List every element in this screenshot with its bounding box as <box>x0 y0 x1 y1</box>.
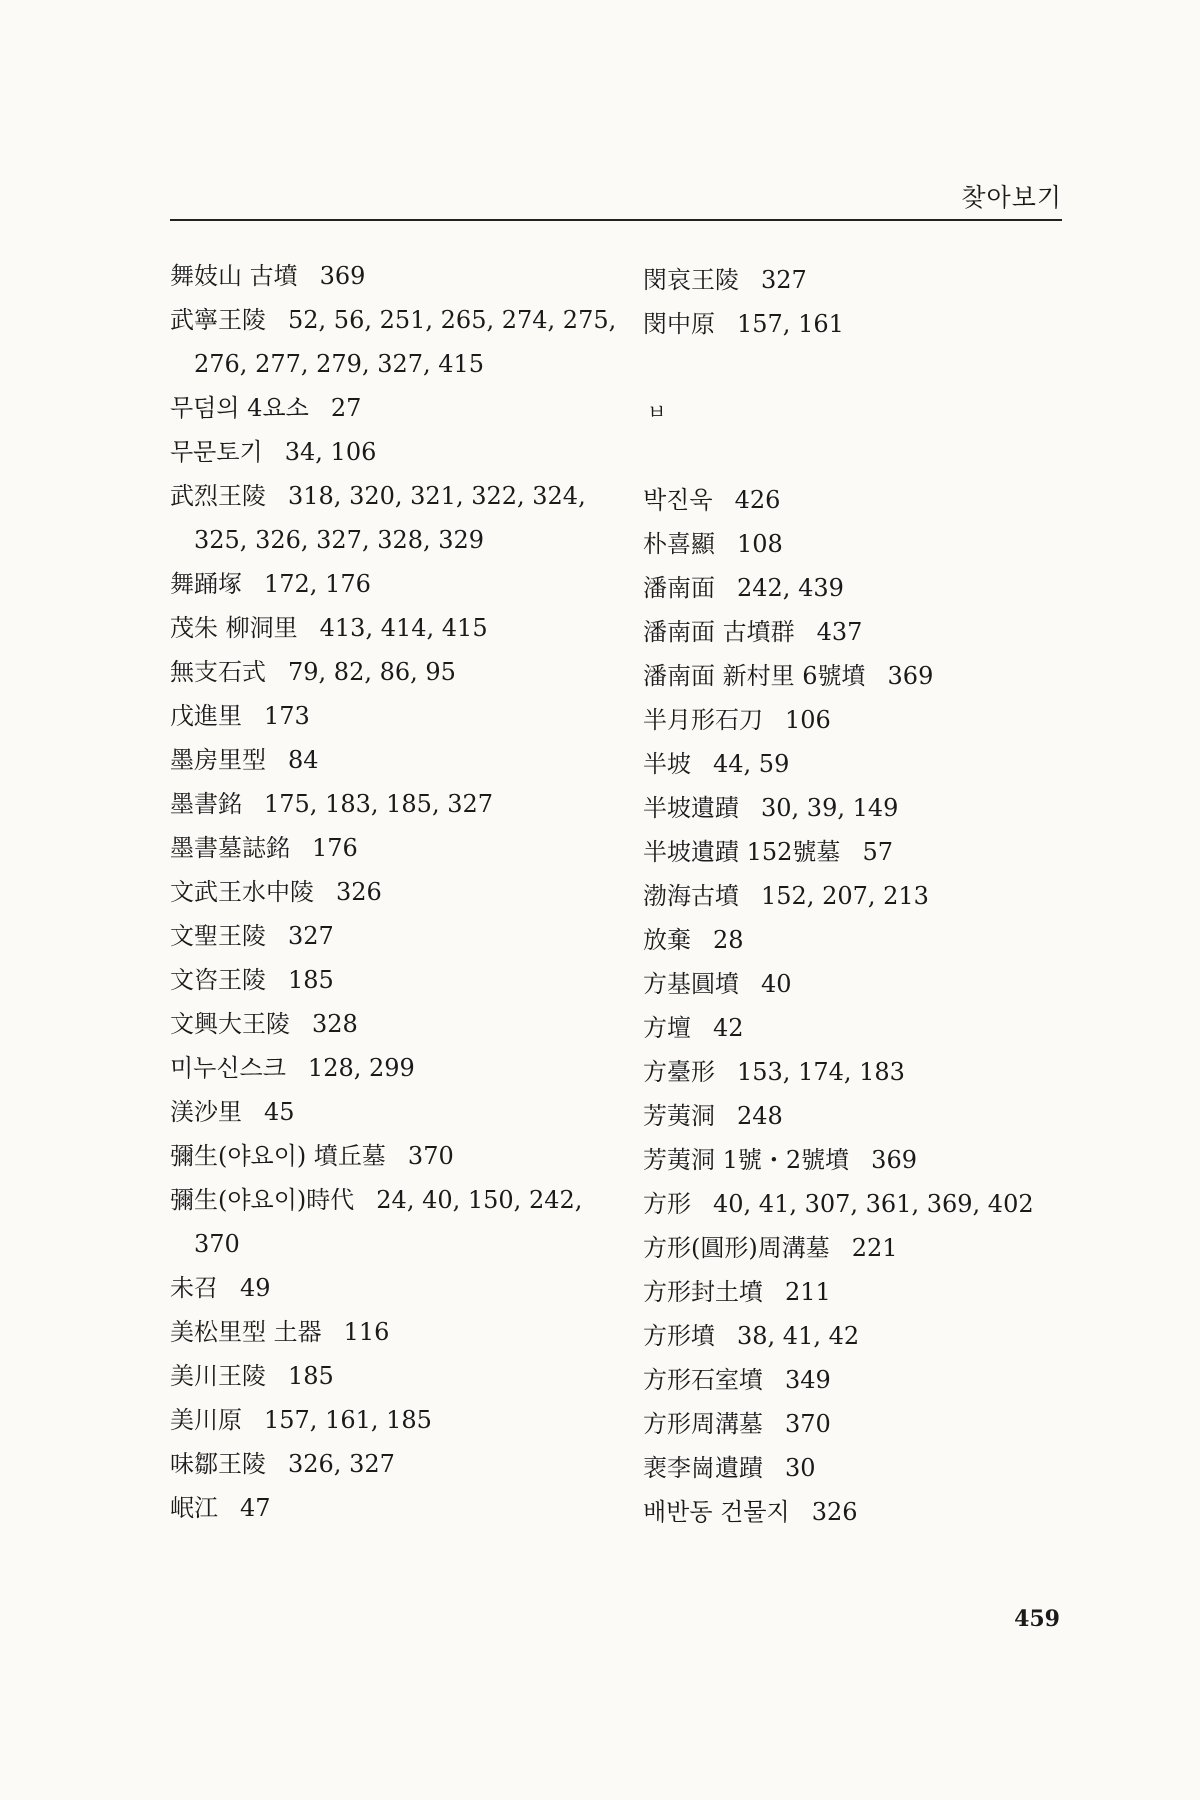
index-term: 미누신스크 <box>170 1054 286 1082</box>
index-entry <box>643 522 1113 566</box>
index-pages: 84 <box>288 746 319 774</box>
index-entry <box>643 786 1113 830</box>
index-term: 放棄 <box>643 926 691 954</box>
index-group-bieup <box>643 478 1113 1534</box>
running-header-title: 찾아보기 <box>961 183 1062 212</box>
index-term: 芳荑洞 <box>643 1102 715 1130</box>
index-pages: 106 <box>785 706 831 734</box>
index-pages: 79, 82, 86, 95 <box>288 658 456 686</box>
index-term: 무문토기 <box>170 438 263 466</box>
index-column-right <box>643 254 1113 1534</box>
index-entry <box>170 958 640 1002</box>
index-term: 舞妓山 古墳 <box>170 262 298 290</box>
index-pages: 49 <box>240 1274 271 1302</box>
index-term: 茂朱 柳洞里 <box>170 614 298 642</box>
index-pages: 24, 40, 150, 242, <box>376 1186 583 1214</box>
index-term: 方形石室墳 <box>643 1366 763 1394</box>
index-term: 方形(圓形)周溝墓 <box>643 1234 830 1262</box>
index-entry <box>643 742 1113 786</box>
index-pages: 172, 176 <box>264 570 371 598</box>
index-term: 美川原 <box>170 1406 242 1434</box>
index-entry <box>170 1046 640 1090</box>
index-group-top <box>643 258 1113 346</box>
section-letter-bieup: ㅂ <box>647 400 667 424</box>
index-entry <box>170 1486 640 1530</box>
index-term: 彌生(야요이) 墳丘墓 <box>170 1142 386 1170</box>
index-term: 半坡 <box>643 750 691 778</box>
index-pages: 437 <box>816 618 863 646</box>
index-pages: 326 <box>811 1498 858 1526</box>
index-pages: 326 <box>336 878 382 906</box>
index-pages: 38, 41, 42 <box>737 1322 860 1350</box>
page-number: 459 <box>1014 1606 1060 1632</box>
index-entry <box>170 738 640 782</box>
index-pages: 369 <box>319 262 366 290</box>
index-entry <box>643 874 1113 918</box>
index-entry <box>170 1178 640 1266</box>
index-term: 文聖王陵 <box>170 922 266 950</box>
index-entry <box>170 386 640 430</box>
index-pages: 369 <box>887 662 934 690</box>
index-term: 무덤의 4요소 <box>170 394 309 422</box>
index-pages: 221 <box>851 1234 898 1262</box>
index-pages: 369 <box>871 1146 917 1174</box>
index-pages: 175, 183, 185, 327 <box>264 790 494 818</box>
index-pages: 52, 56, 251, 265, 274, 275, <box>288 306 617 334</box>
index-term: 戊進里 <box>170 702 242 730</box>
index-entry <box>643 610 1113 654</box>
index-entry <box>170 826 640 870</box>
index-pages-continued: 276, 277, 279, 327, 415 <box>194 350 485 378</box>
index-pages-continued: 325, 326, 327, 328, 329 <box>194 526 485 554</box>
index-term: 文咨王陵 <box>170 966 266 994</box>
index-entry <box>643 654 1113 698</box>
index-pages: 326, 327 <box>288 1450 395 1478</box>
index-entry <box>643 962 1113 1006</box>
index-pages: 40, 41, 307, 361, 369, 402 <box>713 1190 1034 1218</box>
index-pages: 153, 174, 183 <box>737 1058 905 1086</box>
index-entry <box>643 1138 1113 1182</box>
index-pages: 27 <box>330 394 362 422</box>
index-term: 味鄒王陵 <box>170 1450 266 1478</box>
index-term: 方形周溝墓 <box>643 1410 763 1438</box>
index-term: 墨房里型 <box>170 746 266 774</box>
index-pages: 40 <box>761 970 792 998</box>
index-entry <box>643 1314 1113 1358</box>
index-entry <box>170 562 640 606</box>
index-term: 彌生(야요이)時代 <box>170 1186 355 1214</box>
index-entry <box>170 914 640 958</box>
index-pages-continued: 370 <box>194 1230 240 1258</box>
index-entry <box>170 1134 640 1178</box>
index-entry <box>643 1402 1113 1446</box>
index-term: 박진욱 <box>643 486 713 514</box>
index-pages: 318, 320, 321, 322, 324, <box>288 482 586 510</box>
index-pages: 185 <box>288 1362 334 1390</box>
index-pages: 34, 106 <box>284 438 377 466</box>
index-term: 方形 <box>643 1190 691 1218</box>
index-term: 潘南面 古墳群 <box>643 618 795 646</box>
index-term: 배반동 건물지 <box>643 1498 790 1526</box>
index-term: 墨書墓誌銘 <box>170 834 290 862</box>
index-pages: 30, 39, 149 <box>761 794 899 822</box>
index-entry <box>643 258 1113 302</box>
index-entry <box>643 1226 1113 1270</box>
index-pages: 185 <box>288 966 334 994</box>
index-term: 方形墳 <box>643 1322 715 1350</box>
index-entry <box>643 1006 1113 1050</box>
index-pages: 327 <box>761 266 807 294</box>
index-entry <box>643 918 1113 962</box>
index-term: 渼沙里 <box>170 1098 242 1126</box>
index-entry <box>643 1490 1113 1534</box>
index-pages: 30 <box>785 1454 816 1482</box>
index-term: 閔哀王陵 <box>643 266 739 294</box>
index-pages: 248 <box>737 1102 783 1130</box>
index-term: 半坡遺蹟 152號墓 <box>643 838 841 866</box>
index-entry <box>643 1270 1113 1314</box>
index-pages: 116 <box>343 1318 390 1346</box>
index-entry <box>643 1050 1113 1094</box>
index-pages: 349 <box>785 1366 831 1394</box>
index-pages: 413, 414, 415 <box>319 614 488 642</box>
index-term: 潘南面 <box>643 574 715 602</box>
index-term: 美松里型 土器 <box>170 1318 322 1346</box>
index-pages: 47 <box>240 1494 271 1522</box>
index-pages: 42 <box>713 1014 744 1042</box>
index-entry <box>170 298 640 386</box>
index-pages: 57 <box>862 838 893 866</box>
index-entry <box>170 650 640 694</box>
index-pages: 328 <box>312 1010 358 1038</box>
index-pages: 173 <box>264 702 310 730</box>
index-entry <box>643 1182 1113 1226</box>
index-column-left <box>170 254 640 1530</box>
index-pages: 211 <box>785 1278 831 1306</box>
index-entry <box>643 698 1113 742</box>
index-entry <box>170 606 640 650</box>
index-entry <box>170 1090 640 1134</box>
index-entry <box>170 254 640 298</box>
index-entry <box>643 1446 1113 1490</box>
index-entry <box>643 1358 1113 1402</box>
index-entry <box>170 1266 640 1310</box>
index-term: 方壇 <box>643 1014 691 1042</box>
index-term: 文興大王陵 <box>170 1010 290 1038</box>
index-pages: 128, 299 <box>307 1054 415 1082</box>
index-term: 武寧王陵 <box>170 306 266 334</box>
index-entry <box>170 1002 640 1046</box>
index-entry <box>170 1310 640 1354</box>
index-term: 舞踊塚 <box>170 570 242 598</box>
index-pages: 327 <box>288 922 334 950</box>
index-pages: 426 <box>734 486 781 514</box>
index-entry <box>643 478 1113 522</box>
index-entry <box>170 782 640 826</box>
index-entry <box>643 302 1113 346</box>
index-pages: 108 <box>737 530 783 558</box>
index-pages: 370 <box>785 1410 831 1438</box>
index-entry <box>170 1442 640 1486</box>
index-entry <box>643 1094 1113 1138</box>
index-pages: 28 <box>713 926 744 954</box>
index-term: 岷江 <box>170 1494 218 1522</box>
index-entry <box>170 694 640 738</box>
index-term: 方形封土墳 <box>643 1278 763 1306</box>
index-term: 半坡遺蹟 <box>643 794 739 822</box>
index-entry <box>643 830 1113 874</box>
index-term: 墨書銘 <box>170 790 242 818</box>
index-term: 半月形石刀 <box>643 706 763 734</box>
index-term: 文武王水中陵 <box>170 878 314 906</box>
index-entry <box>170 870 640 914</box>
index-term: 方臺形 <box>643 1058 715 1086</box>
index-term: 裵李崗遺蹟 <box>643 1454 763 1482</box>
index-entry <box>170 430 640 474</box>
index-term: 芳荑洞 1號・2號墳 <box>643 1146 850 1174</box>
index-term: 武烈王陵 <box>170 482 266 510</box>
index-pages: 152, 207, 213 <box>761 882 929 910</box>
index-term: 潘南面 新村里 6號墳 <box>643 662 866 690</box>
index-entry <box>170 1398 640 1442</box>
index-pages: 242, 439 <box>737 574 844 602</box>
index-pages: 157, 161, 185 <box>264 1406 432 1434</box>
index-pages: 157, 161 <box>737 310 844 338</box>
index-entry <box>643 566 1113 610</box>
index-pages: 44, 59 <box>713 750 790 778</box>
index-pages: 176 <box>312 834 358 862</box>
index-pages: 45 <box>264 1098 295 1126</box>
index-term: 朴喜顯 <box>643 530 715 558</box>
index-term: 閔中原 <box>643 310 715 338</box>
index-pages: 370 <box>407 1142 454 1170</box>
header-rule <box>170 219 1062 221</box>
index-term: 方基圓墳 <box>643 970 739 998</box>
index-term: 渤海古墳 <box>643 882 739 910</box>
index-term: 美川王陵 <box>170 1362 266 1390</box>
index-term: 未召 <box>170 1274 218 1302</box>
index-term: 無支石式 <box>170 658 266 686</box>
index-entry <box>170 1354 640 1398</box>
index-entry <box>170 474 640 562</box>
